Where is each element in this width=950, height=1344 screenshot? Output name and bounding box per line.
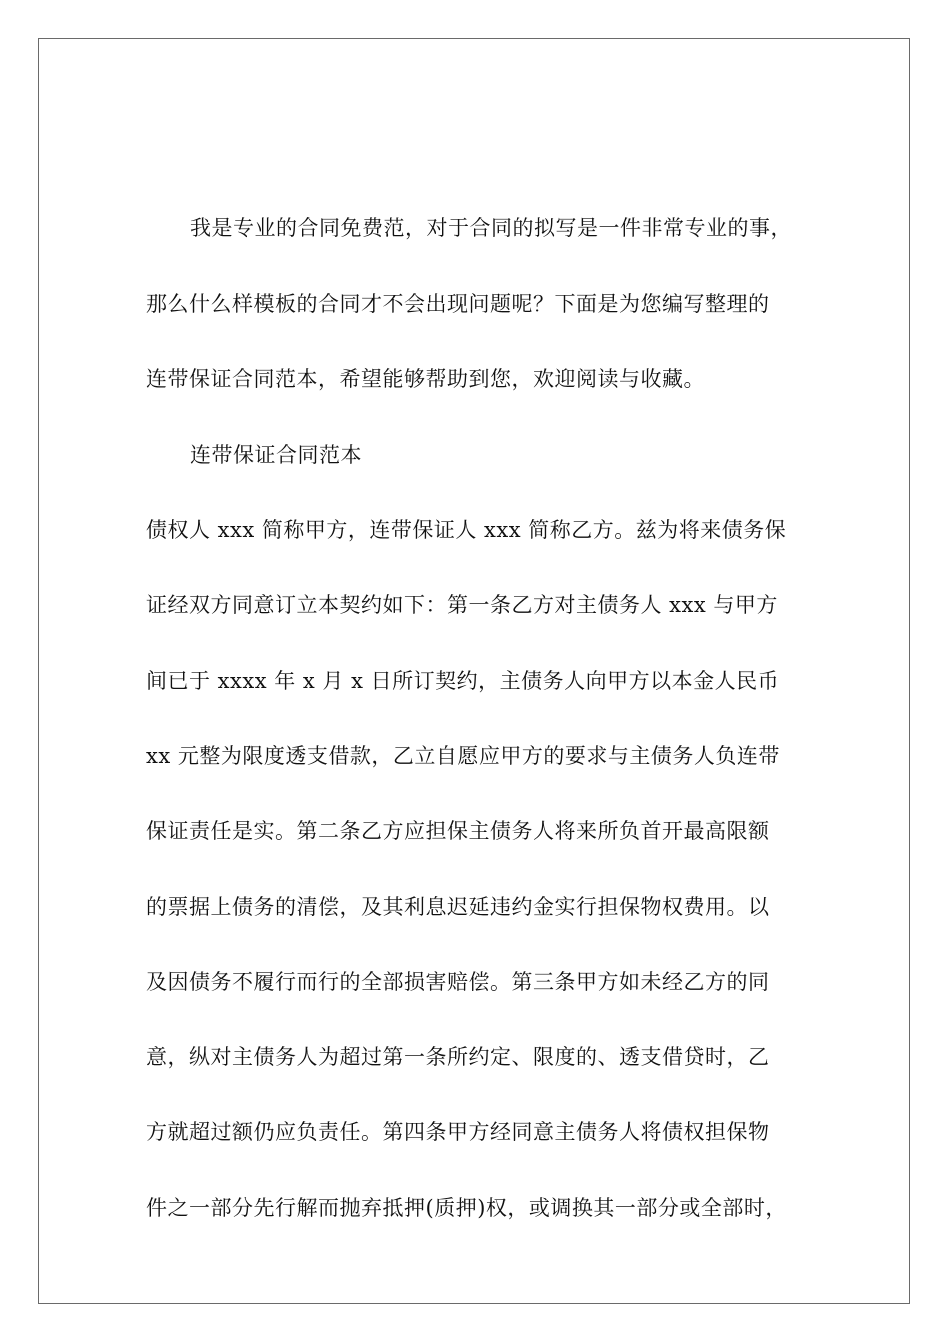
text-line-7: 间已于 xxxx 年 x 月 x 日所订契约，主债务人向甲方以本金人民币	[146, 669, 780, 693]
text-line-12: 意，纵对主债务人为超过第一条所约定、限度的、透支借贷时，乙	[146, 1045, 770, 1069]
text-line-10: 的票据上债务的清偿，及其利息迟延违约金实行担保物权费用。以	[146, 895, 770, 919]
text-line-11: 及因债务不履行而行的全部损害赔偿。第三条甲方如未经乙方的同	[146, 970, 770, 994]
section-heading: 连带保证合同范本	[190, 443, 362, 467]
text-line-9: 保证责任是实。第二条乙方应担保主债务人将来所负首开最高限额	[146, 819, 770, 843]
text-line-8: xx 元整为限度透支借款，乙立自愿应甲方的要求与主债务人负连带	[146, 744, 780, 768]
text-line-6: 证经双方同意订立本契约如下：第一条乙方对主债务人 xxx 与甲方	[146, 593, 778, 617]
text-line-5: 债权人 xxx 简称甲方，连带保证人 xxx 简称乙方。兹为将来债务保	[146, 518, 787, 542]
text-line-14: 件之一部分先行解而抛弃抵押(质押)权，或调换其一部分或全部时，	[146, 1196, 787, 1220]
text-line-3: 连带保证合同范本，希望能够帮助到您，欢迎阅读与收藏。	[146, 367, 705, 391]
text-line-1: 我是专业的合同免费范，对于合同的拟写是一件非常专业的事，	[190, 216, 792, 240]
text-line-13: 方就超过额仍应负责任。第四条甲方经同意主债务人将债权担保物	[146, 1120, 770, 1144]
text-line-2: 那么什么样模板的合同才不会出现问题呢？下面是为您编写整理的	[146, 292, 770, 316]
